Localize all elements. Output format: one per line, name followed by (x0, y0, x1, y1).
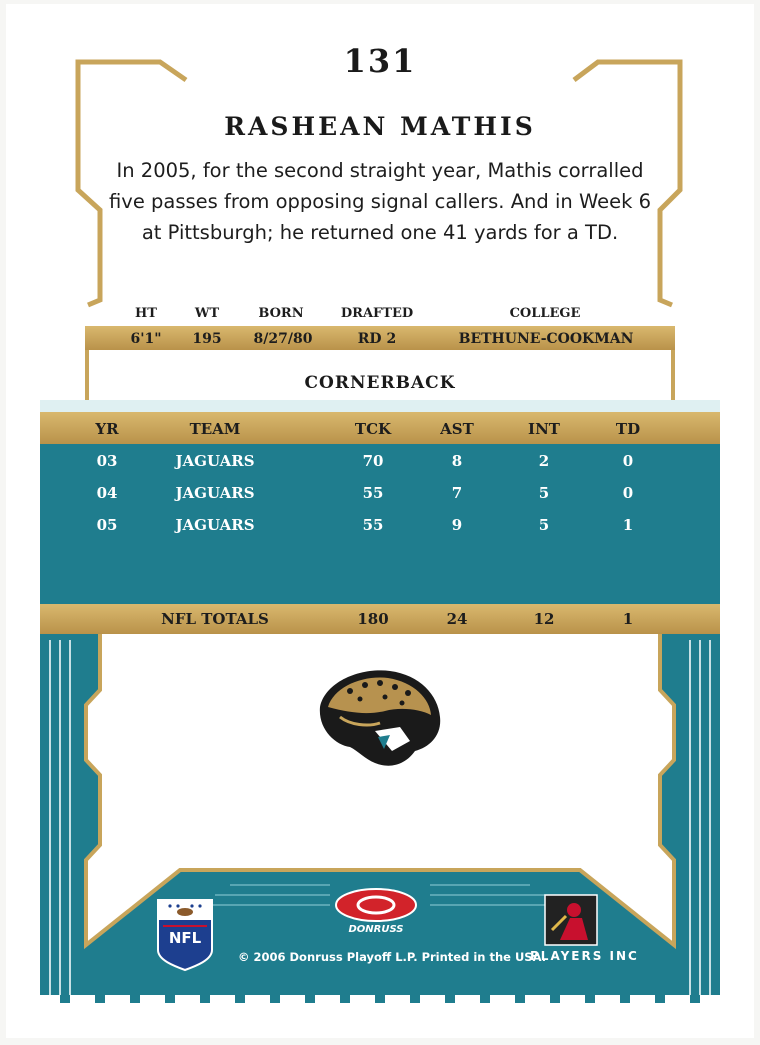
stats-int: 5 (538, 516, 550, 534)
stats-team: JAGUARS (175, 484, 255, 502)
stats-tck: 70 (362, 452, 384, 470)
vital-value-drafted: RD 2 (357, 331, 397, 347)
vital-value-born: 8/27/80 (253, 331, 313, 347)
stats-header-ast: AST (440, 420, 474, 438)
stats-header-td: TD (615, 420, 641, 438)
stats-team: JAGUARS (175, 516, 255, 534)
stats-int: 2 (538, 452, 550, 470)
stats-team: JAGUARS (175, 452, 255, 470)
vital-value-wt: 195 (192, 331, 222, 347)
stats-td: 1 (622, 516, 634, 534)
stats-yr: 05 (96, 516, 118, 534)
stats-td: 0 (622, 484, 634, 502)
totals-label: NFL TOTALS (161, 610, 269, 628)
stats-header-int: INT (528, 420, 560, 438)
stats-int: 5 (538, 484, 550, 502)
stats-header-tck: TCK (354, 420, 392, 438)
donruss-logo (336, 889, 416, 921)
stats-header-yr: YR (95, 420, 119, 438)
vital-label-born: BORN (258, 306, 304, 321)
totals-int: 12 (533, 610, 555, 628)
stats-td: 0 (622, 452, 634, 470)
vital-label-college: COLLEGE (509, 306, 581, 321)
player-bio: In 2005, for the second straight year, Mathis corralled five passes from opposing signal callers. And in Week 6 at Pittsburgh; he returned one 41 yards for a TD. (109, 159, 651, 244)
vital-value-ht: 6'1" (130, 331, 162, 347)
stats-yr: 04 (96, 484, 118, 502)
totals-tck: 180 (357, 610, 389, 628)
copyright-text: © 2006 Donruss Playoff L.P. Printed in the USA. (238, 950, 547, 964)
stats-tck: 55 (362, 484, 384, 502)
vital-label-wt: WT (194, 306, 220, 321)
player-name: RASHEAN MATHIS (224, 112, 536, 141)
players-inc-text: PLAYERS INC (530, 949, 639, 963)
vital-label-drafted: DRAFTED (340, 306, 414, 321)
stats-header-team: TEAM (189, 420, 241, 438)
vital-label-ht: HT (135, 306, 157, 321)
totals-ast: 24 (446, 610, 468, 628)
players-inc-logo (545, 895, 597, 945)
player-position: CORNERBACK (304, 373, 456, 393)
donruss-logo-text: DONRUSS (348, 924, 404, 935)
totals-td: 1 (622, 610, 634, 628)
stats-ast: 9 (451, 516, 463, 534)
vital-value-college: BETHUNE-COOKMAN (458, 331, 634, 347)
card-number: 131 (343, 42, 417, 80)
stats-yr: 03 (96, 452, 118, 470)
stats-ast: 8 (451, 452, 463, 470)
nfl-logo-text: NFL (168, 929, 202, 947)
stats-tck: 55 (362, 516, 384, 534)
stats-ast: 7 (451, 484, 463, 502)
